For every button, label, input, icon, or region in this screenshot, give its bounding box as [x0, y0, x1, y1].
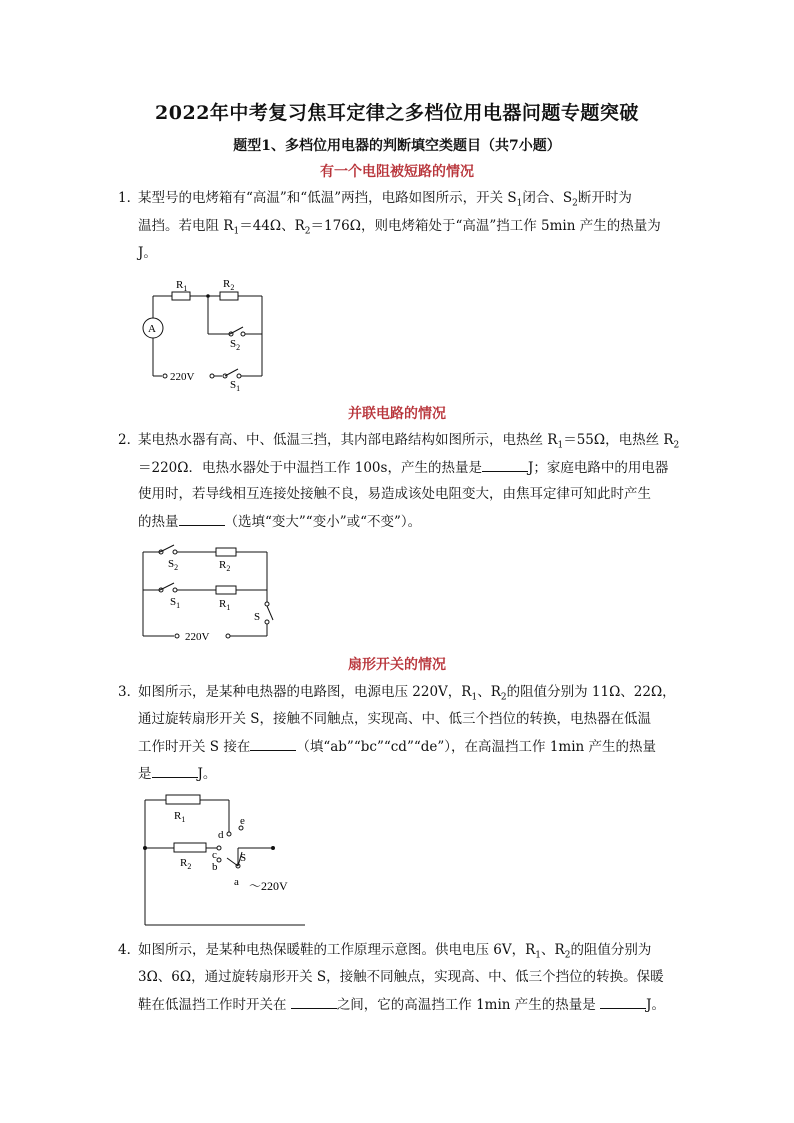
document-title: 2022年中考复习焦耳定律之多档位用电器问题专题突破 — [155, 102, 639, 124]
resistor-r2 — [216, 548, 236, 556]
svg-text:S: S — [254, 611, 261, 623]
q3-line-4: 是 J。 — [138, 763, 216, 784]
resistor-r2 — [174, 843, 206, 852]
svg-text:S: S — [240, 852, 247, 864]
q3-line-2: 通过旋转扇形开关 S，接触不同触点，实现高、中、低三个挡位的转换，电热器在低温 — [138, 711, 652, 727]
svg-text:S2: $S_2$ — [168, 558, 179, 572]
q2-circuit-diagram — [130, 540, 290, 650]
q3-line-1: 3．如图所示，是某种电热器的电路图，电源电压 220V，$R_1$、$R_2$的阻值分别为 11Ω、22Ω， — [118, 684, 676, 703]
q2-voltage-label: 220V — [185, 631, 210, 643]
svg-text:a: a — [234, 876, 239, 888]
svg-text:c: c — [212, 849, 217, 861]
svg-text:d: d — [218, 829, 224, 841]
q4-blank-contacts — [291, 994, 337, 1009]
resistor-r1 — [172, 292, 190, 300]
q3-circuit-diagram — [130, 790, 320, 930]
q1-line-3: J。 — [138, 245, 157, 261]
section-heading-parallel: 并联电路的情况 — [348, 406, 446, 422]
svg-text:S1: $S_1$ — [230, 379, 241, 392]
svg-text:S2: $S_2$ — [230, 338, 241, 352]
section-heading-sector-switch: 扇形开关的情况 — [348, 657, 446, 673]
q3-blank-contacts — [250, 736, 296, 751]
svg-text:R2: $R_2$ — [180, 857, 192, 871]
resistor-r1 — [166, 795, 200, 804]
q3-voltage-label: ～220V — [249, 879, 288, 893]
q4-line-3: 鞋在低温挡工作时开关在 之间，它的高温挡工作 1min 产生的热量是 J。 — [138, 994, 665, 1015]
q2-blank-heat — [482, 457, 528, 472]
svg-text:e: e — [240, 815, 245, 827]
ammeter-label: A — [148, 323, 156, 335]
q2-line-3: 使用时，若导线相互连接处接触不良，易造成该处电阻变大，由焦耳定律可知此时产生 — [138, 486, 651, 502]
svg-text:R2: $R_2$ — [219, 559, 231, 573]
switch-s — [267, 606, 273, 620]
contact-b — [217, 858, 221, 862]
q2-line-1: 2．某电热水器有高、中、低温三挡，其内部电路结构如图所示，电热丝 $R_1=55\Omega$，电热丝 $R_2$ — [118, 432, 680, 451]
svg-text:S1: $S_1$ — [170, 596, 181, 610]
q3-blank-heat — [152, 763, 198, 778]
q3-number: 3． — [118, 684, 141, 700]
q4-blank-heat — [600, 994, 646, 1009]
section-heading-short-circuit: 有一个电阻被短路的情况 — [320, 164, 474, 180]
q4-number: 4． — [118, 942, 141, 958]
svg-text:R1: $R_1$ — [219, 598, 231, 612]
q2-line-2: ＝220Ω．电热水器处于中温挡工作 100s，产生的热量是 J；家庭电路中的用电器 — [138, 457, 668, 478]
q4-line-1: 4．如图所示，是某种电热保暖鞋的工作原理示意图。供电电压 6V，$R_1$、$R_2$的阻值分别为 — [118, 942, 652, 961]
q1-voltage-label: 220V — [170, 371, 195, 383]
resistor-r1 — [216, 586, 236, 594]
svg-text:R1: $R_1$ — [174, 810, 186, 824]
q1-circuit-diagram — [130, 272, 280, 392]
q1-line-1: 1．某型号的电烤箱有“高温”和“低温”两挡，电路如图所示，开关 $S_1$闭合、$S_2$断开时为 — [118, 190, 632, 209]
contact-c — [217, 846, 221, 850]
q4-line-2: 3Ω、6Ω，通过旋转扇形开关 S，接触不同触点，实现高、中、低三个挡位的转换。保暖 — [138, 969, 664, 985]
q1-number: 1． — [118, 190, 141, 206]
q2-number: 2． — [118, 432, 141, 448]
svg-text:R1: $R_1$ — [176, 279, 188, 293]
switch-s1 — [225, 369, 238, 376]
q2-line-4: 的热量 （选填“变大”“变小”或“不变”）。 — [138, 511, 421, 532]
q1-line-2: 温挡。若电阻 $R_1=44\Omega$、$R_2=176\Omega$，则电烤箱处于“高温”挡工作 5min 产生的热量为 — [138, 218, 661, 237]
resistor-r2 — [220, 292, 238, 300]
q3-line-3: 工作时开关 S 接在 （填“ab”“bc”“cd”“de”），在高温挡工作 1min 产生的热量 — [138, 736, 656, 757]
svg-text:b: b — [212, 861, 218, 873]
document-subtitle: 题型1、多档位用电器的判断填空类题目（共7小题） — [233, 138, 561, 154]
sector-switch-s — [227, 858, 238, 866]
q2-blank-change — [179, 511, 225, 526]
svg-text:R2: $R_2$ — [223, 278, 235, 292]
